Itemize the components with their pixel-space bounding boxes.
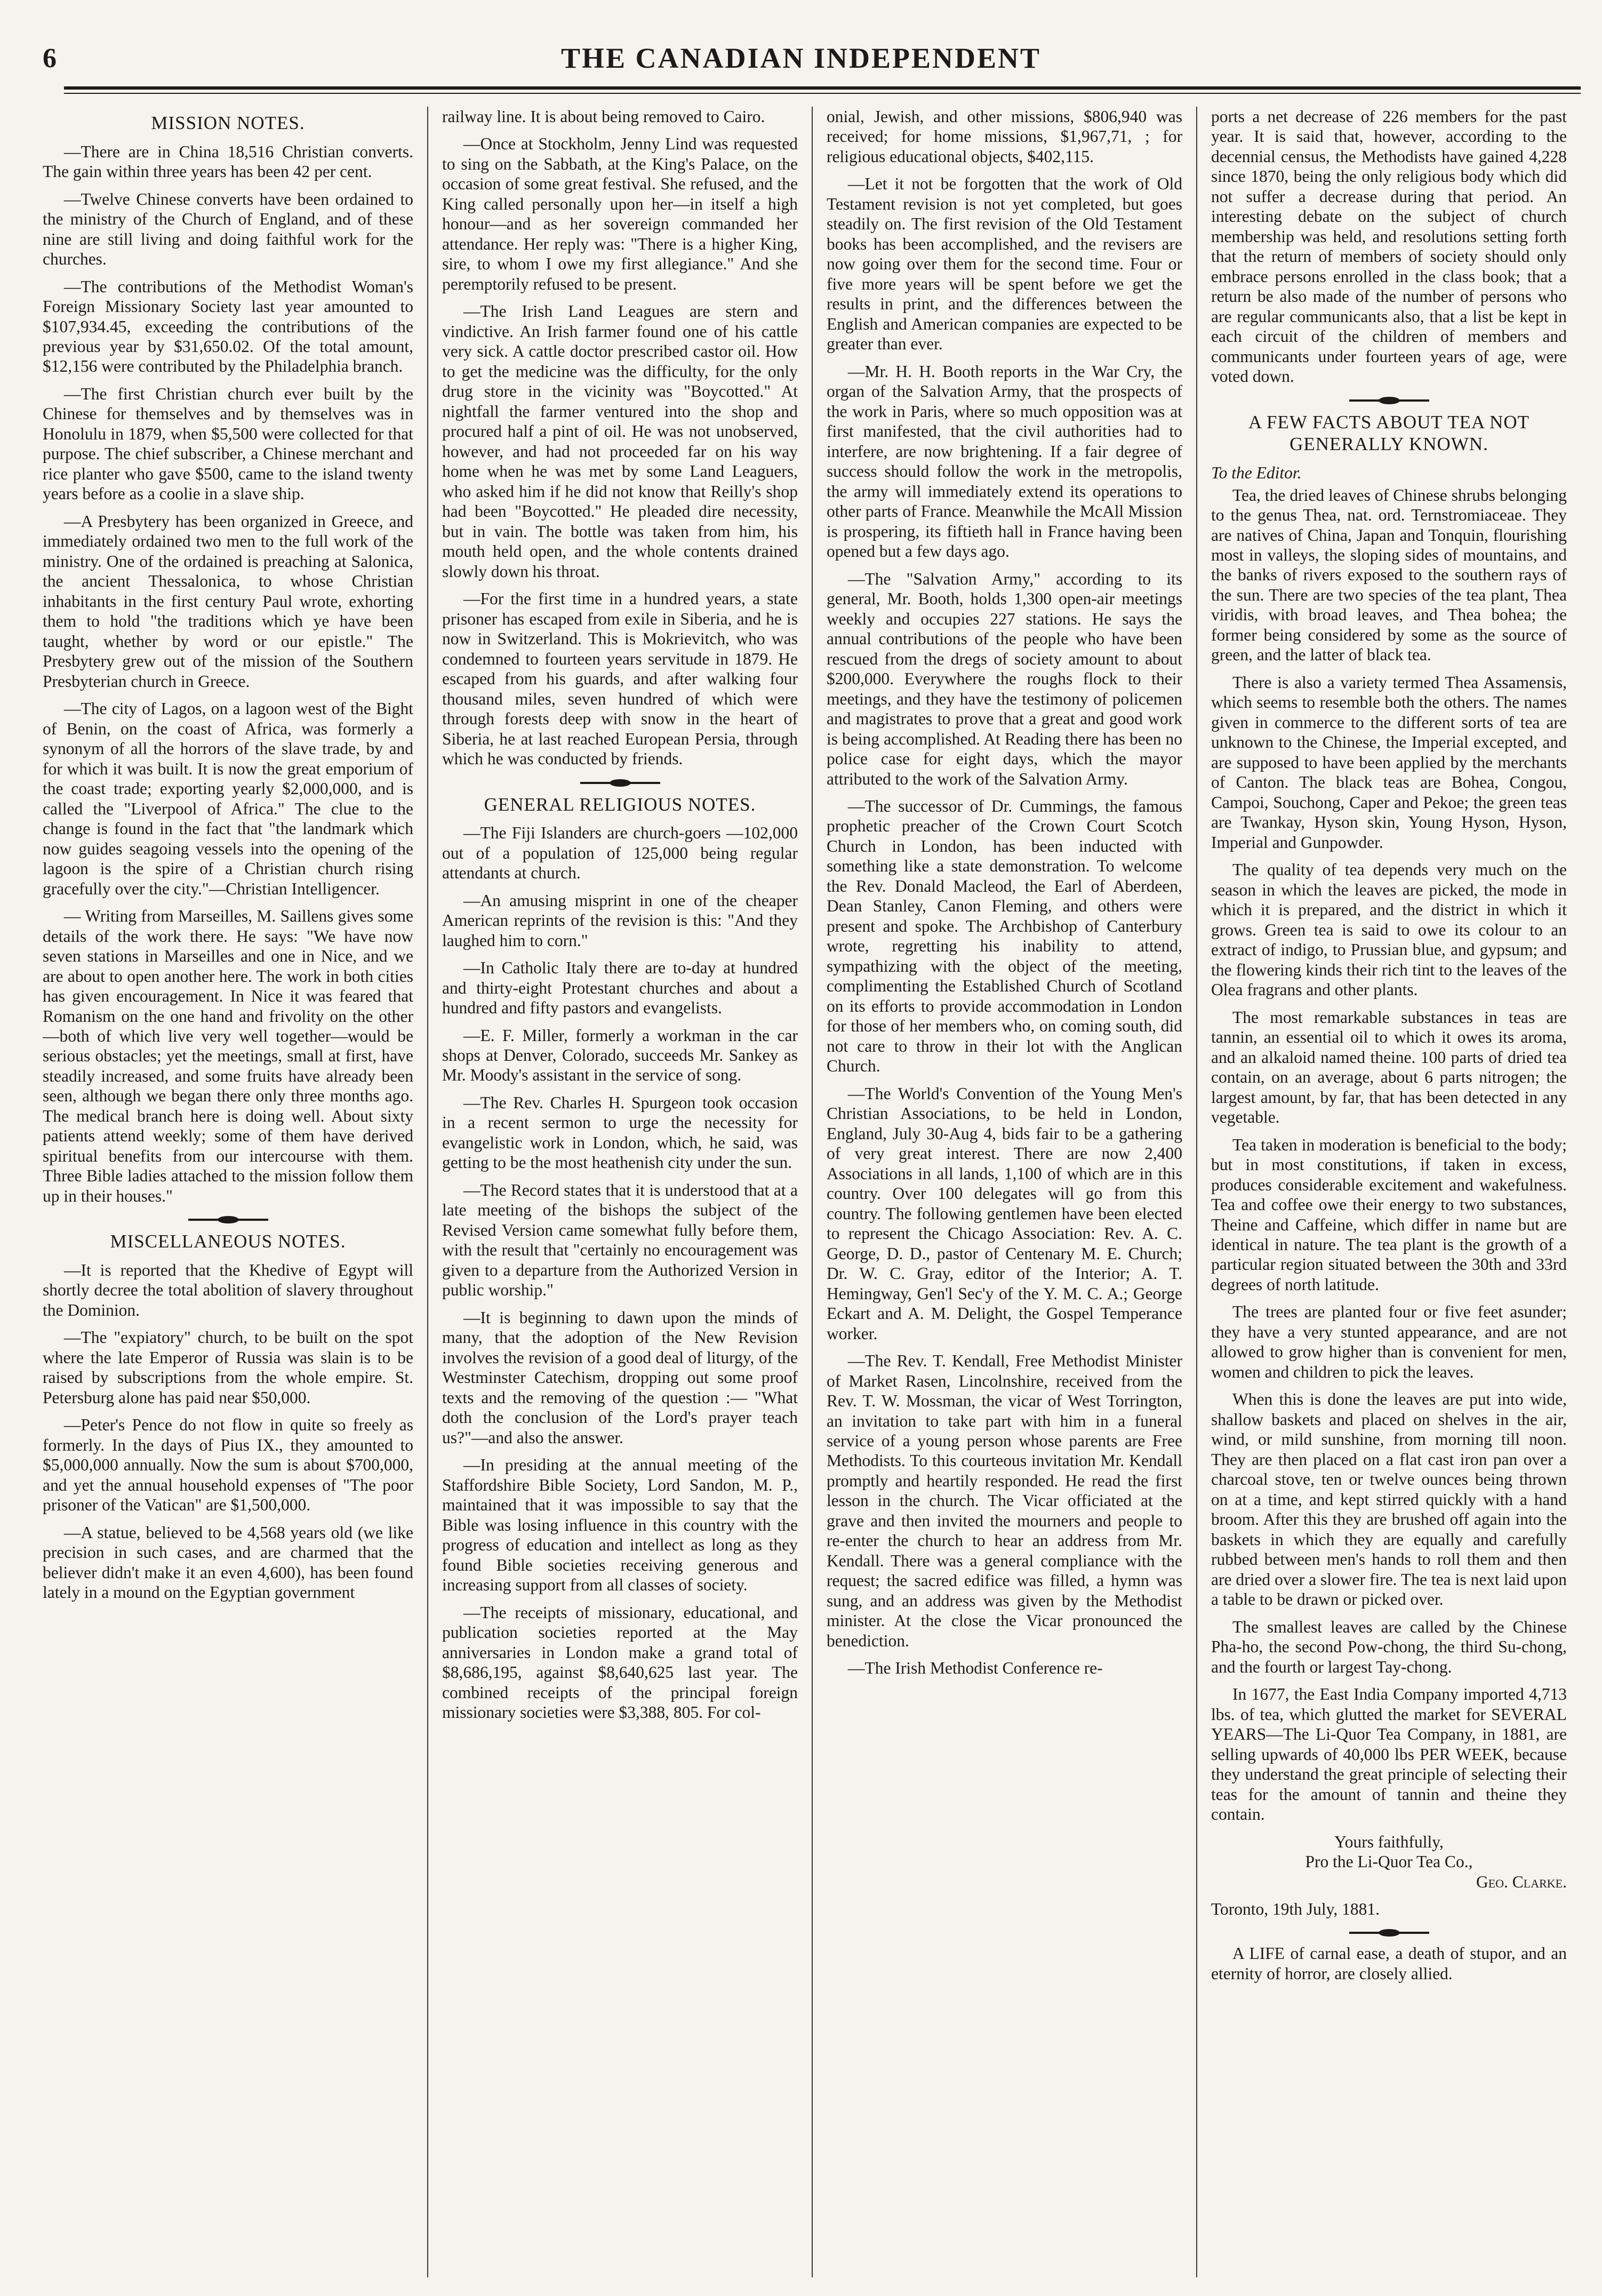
columns — [43, 107, 1581, 2277]
article-paragraph: —In Catholic Italy there are to-day at hundred and thirty-eight Protestant churches and about a hundred and fifty pastors and evangelists. — [442, 958, 798, 1018]
article-paragraph: —In presiding at the annual meeting of the Staffordshire Bible Society, Lord Sandon, M. P., maintained that it was impossible to say that the Bible was losing influence in this country with the progress of education and intellect as long as they found Bible societies receiving generous and increasing support from all classes of society. — [442, 1455, 798, 1595]
article-paragraph: The most remarkable substances in teas are tannin, an essential oil to which it owes its aroma, and an alkaloid named theine. 100 parts of dried tea contain, on an average, about 6 parts nitrogen; the largest amount, by far, that has been detected in any vegetable. — [1211, 1007, 1567, 1127]
article-paragraph: —It is reported that the Khedive of Egypt will shortly decree the total abolition of slavery throughout the Dominion. — [43, 1260, 413, 1319]
article-paragraph: In 1677, the East India Company imported 4,713 lbs. of tea, which glutted the market for SEVERAL YEARS—The Li-Quor Tea Company, in 1881, are selling upwards of 40,000 lbs PER WEEK, because they understand the great principle of selecting their teas for the amount of tannin and theine they contain. — [1211, 1685, 1567, 1824]
column-2 — [427, 107, 812, 2277]
article-paragraph: When this is done the leaves are put into wide, shallow baskets and placed on shelves in the air, wind, or mild sunshine, from morning till noon. They are then placed on a flat cast iron pan over a charcoal stove, ten or twelve ounces being thrown on at a time, and kept stirred quickly with a hand broom. After this they are brushed off again into the baskets in which they are equally and carefully rubbed between men's hands to roll them and then are dried over a slower fire. The tea is next laid upon a table to be drawn or picked over. — [1211, 1390, 1567, 1609]
article-paragraph: —For the first time in a hundred years, a state prisoner has escaped from exile in Siberia, and he is now in Switzerland. This is Mokrievitch, who was condemned to fourteen years servitude in 1879. He escaped from his guards, and after walking four thousand miles, seven hundred of which were through forests deep with snow in the heart of Siberia, he at last reached European Persia, through which he was conducted by friends. — [442, 589, 798, 769]
article-paragraph: —Let it not be forgotten that the work of Old Testament revision is not yet completed, but goes steadily on. The first revision of the Old Testament books has been accomplished, and the revisers are now going over them for the second time. Four or five more years will be spent before we get the results in print, and the differences between the English and American companies are expected to be greater than ever. — [827, 174, 1182, 354]
article-paragraph: The smallest leaves are called by the Chinese Pha-ho, the second Pow-chong, the third Su-chong, and the fourth or largest Tay-chong. — [1211, 1617, 1567, 1676]
letter-company: Pro the Li-Quor Tea Co., — [1305, 1852, 1473, 1871]
article-paragraph: There is also a variety termed Thea Assamensis, which seems to resemble both the others. The names given in commerce to the different sorts of tea are unknown to the Chinese, the Imperial excepted, and are supposed to have been applied by the merchants of Canton. The black teas are Bohea, Congou, Campoi, Souchong, Caper and Pekoe; the green teas are Twankay, Hyson skin, Young Hyson, Hyson, Imperial and Gunpowder. — [1211, 673, 1567, 852]
header-rule — [64, 86, 1581, 90]
article-paragraph: —A Presbytery has been organized in Greece, and immediately ordained two men to the full work of the ministry. One of the ordained is preaching at Salonica, the ancient Thessalonica, to whose Christian inhabitants in the first century Paul wrote, exhorting them to hold "the traditions which ye have been taught, whether by word or our epistle." The Presbytery grew out of the mission of the Southern Presbyterian church in Greece. — [43, 511, 413, 691]
article-paragraph: —The Rev. T. Kendall, Free Methodist Minister of Market Rasen, Lincolnshire, received from the Rev. T. W. Mossman, the vicar of West Torrington, an invitation to take part with him in a funeral service of a young person whose parents are Free Methodists. To this courteous invitation Mr. Kendall promptly and heartily responded. He read the first lesson in the church. The Vicar officiated at the grave and then invited the mourners and people to re-enter the church to hear an address from Mr. Kendall. There was a general compliance with the request; the sacred edifice was filled, a hymn was sung, and an address was given by the Methodist minister. At the close the Vicar pronounced the benediction. — [827, 1351, 1182, 1650]
article-paragraph: —An amusing misprint in one of the cheaper American reprints of the revision is this: "And they laughed him to corn." — [442, 891, 798, 950]
section-heading-general-religious-notes: GENERAL RELIGIOUS NOTES. — [484, 794, 756, 815]
section-heading-mission-notes: MISSION NOTES. — [151, 113, 305, 133]
article-paragraph: The quality of tea depends very much on the season in which the leaves are picked, the mode in which it is prepared, and the district in which it grows. Green tea is said to owe its colour to an extract of indigo, to Prussian blue, and gypsum; and the flowering kinds their rich tint to the leaves of the Olea fragrans and other plants. — [1211, 860, 1567, 999]
article-paragraph: —The first Christian church ever built by the Chinese for themselves and by themselves was in Honolulu in 1879, when $5,500 were collected for that purpose. The chief subscriber, a Chinese merchant and rice planter who gave $500, came to the island twenty years before as a coolie in a slave ship. — [43, 384, 413, 503]
article-paragraph: —A statue, believed to be 4,568 years old (we like precision in such cases, and are charmed that the believer didn't make it an even 4,600), has been found lately in a mound on the Egyptian government — [43, 1523, 413, 1602]
article-paragraph: The trees are planted four or five feet asunder; they have a very stunted appearance, and are not allowed to grow higher than is convenient for men, women and children to pick the leaves. — [1211, 1302, 1567, 1381]
letter-signature: Geo. Clarke. — [1476, 1872, 1567, 1891]
article-paragraph: —The Fiji Islanders are church-goers —102,000 out of a population of 125,000 being regular attendants at church. — [442, 823, 798, 883]
article-paragraph: —The "Salvation Army," according to its general, Mr. Booth, holds 1,300 open-air meetings weekly and occupies 227 stations. He says the annual contributions of the people who have been rescued from the dregs of society amount to about $200,000. Everywhere the roughs flock to their meetings, and they have the testimony of policemen and magistrates to prove that a great and good work is being accomplished. At Reading there has been no police case for eight days, which the mayor attributed to the work of the Salvation Army. — [827, 569, 1182, 788]
article-paragraph: —The World's Convention of the Young Men's Christian Associations, to be held in London, England, July 30-Aug 4, bids fair to be a gathering of very great interest. There are now 2,400 Associations in all lands, 1,100 of which are in this country. Over 100 delegates will go from this country. The following gentlemen have been elected to represent the Chicago Association: Rev. A. C. George, D. D., pastor of Centenary M. E. Church; Dr. W. C. Gray, editor of the Interior; A. T. Hemingway, Gen'l Sec'y of the Y. M. C. A.; George Eckart and A. M. Delight, the Gospel Temperance worker. — [827, 1084, 1182, 1343]
letter-dateline: Toronto, 19th July, 1881. — [1211, 1900, 1380, 1918]
article-paragraph: —The Irish Methodist Conference re- — [848, 1659, 1103, 1678]
section-divider — [1349, 1932, 1429, 1934]
section-divider — [188, 1219, 268, 1221]
masthead — [21, 37, 1581, 96]
section-divider — [1349, 399, 1429, 402]
article-paragraph: —E. F. Miller, formerly a workman in the car shops at Denver, Colorado, succeeds Mr. Sankey as Mr. Moody's assistant in the service of song. — [442, 1026, 798, 1085]
article-paragraph: —There are in China 18,516 Christian converts. The gain within three years has been 42 per cent. — [43, 142, 413, 181]
paper-title: THE CANADIAN INDEPENDENT — [560, 42, 1042, 74]
section-heading-miscellaneous-notes: MISCELLANEOUS NOTES. — [110, 1231, 346, 1252]
letter-salutation: To the Editor. — [1211, 463, 1302, 483]
column-3 — [812, 107, 1196, 2277]
header-rule-thin — [64, 93, 1581, 94]
article-paragraph: —The Record states that it is understood that at a late meeting of the bishops the subject of the Revised Version came somewhat fully before them, with the result that "certainly no encouragement was given to a departure from the Authorized Version in public worship." — [442, 1180, 798, 1300]
article-paragraph: —The receipts of missionary, educational, and publication societies reported at the May anniversaries in London make a grand total of $8,686,195, against $8,640,625 last year. The combined receipts of the principal foreign missionary societies were $3,388, 805. For col- — [442, 1603, 798, 1722]
article-paragraph: —The Irish Land Leagues are stern and vindictive. An Irish farmer found one of his cattle very sick. A cattle doctor prescribed castor oil. How to get the medicine was the difficulty, for the only drug store in the vicinity was "Boycotted." At nightfall the farmer ventured into the shop and procured half a pint of oil. He was not unobserved, however, and had not proceeded far on his way home when he was met by some Land Leaguers, who asked him if he did not know that Reilly's shop had been "Boycotted." He pleaded dire necessity, but in vain. The bottle was taken from him, his mouth held open, and the whole contents drained slowly down his throat. — [442, 302, 798, 581]
article-paragraph: —Once at Stockholm, Jenny Lind was requested to sing on the Sabbath, at the King's Palace, on the occasion of some great festival. She refused, and the King called personally upon her—in itself a high honour—and as her sovereign commanded her attendance. Her reply was: "There is a higher King, sire, to whom I owe my first allegiance." And she peremptorily refused to be present. — [442, 134, 798, 293]
article-paragraph: —The "expiatory" church, to be built on the spot where the late Emperor of Russia was slain is to be raised by subscriptions from the whole empire. St. Petersburg alone has paid near $50,000. — [43, 1328, 413, 1407]
article-paragraph: —The Rev. Charles H. Spurgeon took occasion in a recent sermon to urge the necessity for evangelistic work in London, which, he said, was getting to be the most heathenish city under the sun. — [442, 1093, 798, 1172]
article-paragraph: —The city of Lagos, on a lagoon west of the Bight of Benin, on the coast of Africa, was formerly a synonym of all the horrors of the slave trade, by and for which it was built. It is now the great emporium of the coast trade; exporting yearly $2,000,000, and is called the "Liverpool of Africa." The clue to the change is found in the fact that "the landmark which now guides seagoing vessels into the opening of the lagoon is the spire of a Christian church rising gracefully over the city."—Christian Intelligencer. — [43, 699, 413, 898]
article-paragraph: Tea taken in moderation is beneficial to the body; but in most constitutions, if taken in excess, produces considerable excitement and wakefulness. Tea and coffee owe their energy to two substances, Theine and Caffeine, which differ in name but are identical in nature. The tea plant is the growth of a particular region situated between the 30th and 33rd degrees of north latitude. — [1211, 1135, 1567, 1294]
page-number: 6 — [43, 43, 57, 74]
article-paragraph: — Writing from Marseilles, M. Saillens gives some details of the work there. He says: "We have now seven stations in Marseilles and one in Nice, and we are about to open another here. The work in both cities has given encouragement. In Nice it was feared that Romanism on the one hand and frivolity on the other—both of which live very well together—would be serious obstacles; yet the meetings, small at first, have steadily increased, and some fruits have already been seen, although we began there only three months ago. The medical branch here is doing well. About sixty patients attend weekly; some of them have derived spiritual benefits from our intercourse with them. Three Bible ladies attached to the mission follow them up in their houses." — [43, 907, 413, 1205]
article-paragraph: —It is beginning to dawn upon the minds of many, that the adoption of the New Revision involves the revision of a good deal of liturgy, of the Westminster Catechism, dropping out some proof texts and the removing of the question :— "What doth the conclusion of the Lord's prayer teach us?"—and also the answer. — [442, 1308, 798, 1447]
article-paragraph: ports a net decrease of 226 members for the past year. It is said that, however, according to the decennial census, the Methodists have gained 4,228 since 1870, being the only religious body which did not suffer a decrease during that period. An interesting debate on the subject of church membership was held, and resolutions setting forth that the return of members of society should only embrace persons enrolled in the class book; that a return be also made of the number of persons who are regular communicants also, that a list be kept in each circuit of the children of members and communicants under fourteen years of age, were voted down. — [1211, 107, 1567, 386]
article-paragraph: —Peter's Pence do not flow in quite so freely as formerly. In the days of Pius IX., they amounted to $5,000,000 annually. Now the sum is about $700,000, and yet the annual household expenses of "The poor prisoner of the Vatican" are $1,500,000. — [43, 1415, 413, 1515]
article-paragraph: onial, Jewish, and other missions, $806,940 was received; for home missions, $1,967,71, ; for religious educational objects, $402,115. — [827, 107, 1182, 166]
article-paragraph: Tea, the dried leaves of Chinese shrubs belonging to the genus Thea, nat. ord. Ternstromiaceae. They are natives of China, Japan and Tonquin, flourishing most in valleys, the sloping sides of mountains, and the banks of rivers exposed to the southern rays of the sun. There are two species of the tea plant, Thea viridis, with broad leaves, and Thea bohea; the former being considered by some as the source of green, and the latter of black tea. — [1211, 485, 1567, 665]
column-4 — [1196, 107, 1581, 2277]
section-heading-tea-facts: A FEW FACTS ABOUT TEA NOT GENERALLY KNOWN. — [1248, 411, 1530, 455]
article-paragraph: railway line. It is about being removed to Cairo. — [442, 107, 765, 126]
column-1 — [43, 107, 427, 2277]
letter-closing: Yours faithfully, — [1334, 1832, 1444, 1851]
article-paragraph: —Mr. H. H. Booth reports in the War Cry, the organ of the Salvation Army, that the prospects of the work in Paris, where so much opposition was at first manifested, that the civil authorities had to interfere, are now brightening. If a fair degree of success should follow the work in the metropolis, the army will immediately extend its operations to other parts of France. Meanwhile the McAll Mission is prospering, its fiftieth hall in France having been opened but a few days ago. — [827, 362, 1182, 561]
article-paragraph: —The contributions of the Methodist Woman's Foreign Missionary Society last year amounted to $107,934.45, exceeding the contributions of the previous year by $31,650.02. Of the total amount, $12,156 were contributed by the Philadelphia branch. — [43, 277, 413, 376]
closing-maxim: A LIFE of carnal ease, a death of stupor, and an eternity of horror, are closely allied. — [1211, 1944, 1567, 1983]
section-divider — [580, 782, 660, 784]
article-paragraph: —Twelve Chinese converts have been ordained to the ministry of the Church of England, and of these nine are still living and doing faithful work for the churches. — [43, 189, 413, 269]
article-paragraph: —The successor of Dr. Cummings, the famous prophetic preacher of the Crown Court Scotch Church in London, has been inducted with something like a state demonstration. To welcome the Rev. Donald Macleod, the Earl of Aberdeen, Dean Stanley, Canon Fleming, and others were present and spoke. The Archbishop of Canterbury wrote, regretting his inability to attend, sympathizing with the object of the meeting, complimenting the Established Church of Scotland on its efforts to provide accommodation in London for those of her members who, on coming south, did not care to throw in their lot with the Anglican Church. — [827, 796, 1182, 1076]
